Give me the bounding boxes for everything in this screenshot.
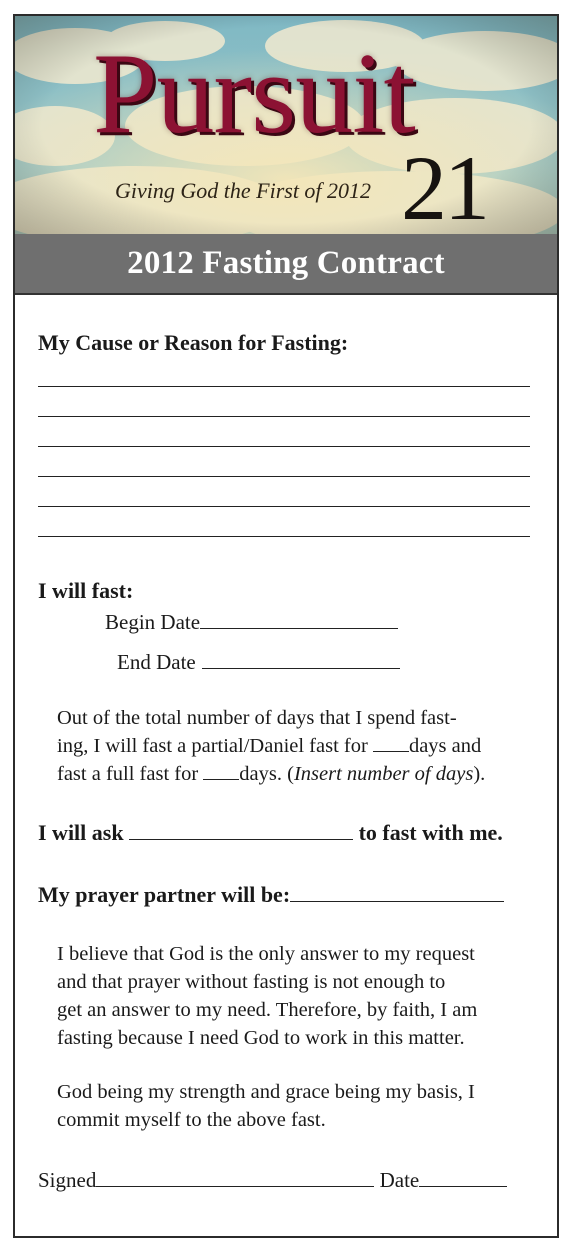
end-date-row: [117, 650, 400, 675]
days-line-3: [57, 760, 485, 788]
date-label: Date: [379, 1168, 420, 1192]
days-line-2: [57, 732, 485, 760]
belief-line-1: I believe that God is the only answer to my request: [57, 943, 475, 965]
ask-row: [38, 820, 503, 846]
banner-number: 21: [401, 137, 487, 234]
fast-heading: I will fast:: [38, 578, 134, 603]
belief-line-3: get an answer to my need. Therefore, by faith, I am: [57, 999, 478, 1021]
cause-line-1[interactable]: [38, 386, 530, 387]
cause-line-4[interactable]: [38, 476, 530, 477]
days-line-3-end: ).: [473, 763, 486, 785]
signed-label: Signed: [38, 1168, 97, 1192]
partner-row: [38, 882, 504, 908]
end-date-field[interactable]: [202, 667, 400, 669]
commit-paragraph: [57, 1078, 475, 1134]
banner-title: Pursuit: [93, 30, 415, 158]
ask-label-end: to fast with me.: [358, 820, 503, 845]
cause-line-2[interactable]: [38, 416, 530, 417]
belief-line-4: fasting because I need God to work in this matter.: [57, 1027, 465, 1049]
partner-label: My prayer partner will be:: [38, 882, 291, 907]
end-date-label: End Date: [117, 650, 196, 674]
banner-subtitle: Giving God the First of 2012: [115, 178, 372, 203]
days-hint: Insert number of days: [293, 763, 474, 785]
commit-line-2: commit myself to the above fast.: [57, 1109, 326, 1131]
days-line-2-text: ing, I will fast a partial/Daniel fast for: [57, 735, 373, 757]
cause-line-6[interactable]: [38, 536, 530, 537]
signature-row: [38, 1168, 507, 1193]
banner: [15, 16, 557, 234]
begin-date-field[interactable]: [200, 627, 398, 629]
fasting-contract-card: [13, 14, 559, 1238]
header-bar: [15, 234, 557, 295]
days-line-2-end: days and: [408, 735, 482, 757]
page-title: 2012 Fasting Contract: [127, 245, 445, 281]
full-days-field[interactable]: [203, 778, 239, 780]
days-paragraph: [57, 704, 485, 788]
commit-line-1: God being my strength and grace being my basis, I: [57, 1081, 475, 1103]
partial-days-field[interactable]: [373, 750, 409, 752]
days-line-1: Out of the total number of days that I spend fast-: [57, 707, 457, 729]
signature-date-field[interactable]: [419, 1185, 507, 1187]
belief-line-2: and that prayer without fasting is not enough to: [57, 971, 446, 993]
partner-field[interactable]: [290, 900, 504, 902]
belief-paragraph: [57, 940, 477, 1052]
signature-field[interactable]: [96, 1185, 374, 1187]
begin-date-label: Begin Date: [105, 610, 201, 634]
begin-date-row: [105, 610, 398, 635]
ask-person-field[interactable]: [129, 838, 353, 840]
cause-line-3[interactable]: [38, 446, 530, 447]
cause-line-5[interactable]: [38, 506, 530, 507]
ask-label: I will ask: [38, 820, 124, 845]
days-line-3-mid: days. (: [239, 763, 294, 785]
cause-heading: My Cause or Reason for Fasting:: [38, 330, 349, 355]
days-line-3-text: fast a full fast for: [57, 763, 204, 785]
